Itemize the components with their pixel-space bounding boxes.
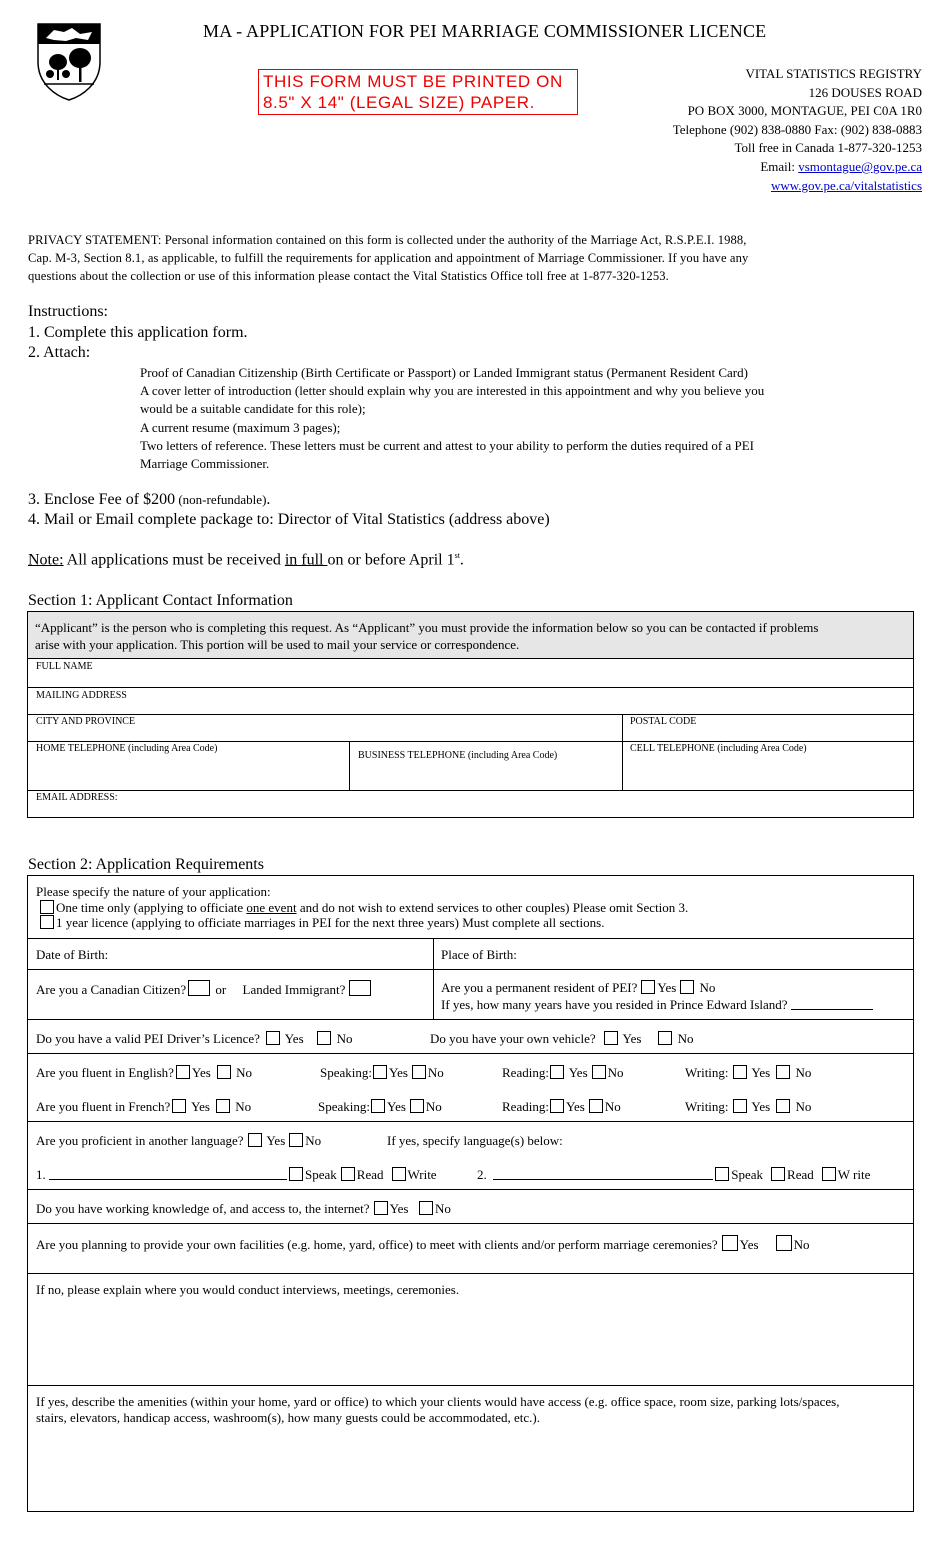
french-speaking-yes[interactable] xyxy=(371,1099,385,1113)
language-1-speak[interactable] xyxy=(289,1167,303,1181)
internet-yes-checkbox[interactable] xyxy=(374,1201,388,1215)
language-1-read[interactable] xyxy=(341,1167,355,1181)
resident-no-checkbox[interactable] xyxy=(680,980,694,994)
resident-yes-checkbox[interactable] xyxy=(641,980,655,994)
registry-pobox: PO BOX 3000, MONTAGUE, PEI C0A 1R0 xyxy=(687,103,922,119)
attach-cover-letter-b: would be a suitable candidate for this role); xyxy=(140,401,366,417)
warning-line-2: 8.5" X 14" (LEGAL SIZE) PAPER. xyxy=(263,93,535,112)
english-speaking: Speaking: Yes No xyxy=(320,1065,444,1080)
section-1-table: “Applicant” is the person who is completing this request. As “Applicant” you must provide the information below so you can be contacted if problems arise with your application. This portion will be used to mail your service or correspondence. FULL NAME MAILING ADDRESS CITY AND PROVINCE POSTAL CODE HOME TELEPHONE (including Area Code) BUSINESS TELEPHONE (including Area Code) CELL TELEPHONE (including Area Code) EMAIL ADDRESS: xyxy=(27,611,914,818)
nature-question: Please specify the nature of your application: xyxy=(36,884,271,899)
instructions-heading: Instructions: xyxy=(28,303,108,320)
french-no-checkbox[interactable] xyxy=(216,1099,230,1113)
one-time-checkbox[interactable] xyxy=(40,900,54,914)
landed-immigrant-checkbox[interactable] xyxy=(349,980,371,996)
citizenship-row: Are you a Canadian Citizen? or Landed Immigrant? xyxy=(36,980,373,998)
french-reading: Reading: Yes No xyxy=(502,1099,621,1114)
internet-row: Do you have working knowledge of, and access to, the internet? Yes No xyxy=(36,1201,451,1216)
english-writing-yes[interactable] xyxy=(733,1065,747,1079)
language-1-row: 1. Speak Read Write xyxy=(36,1167,437,1182)
option-one-year: 1 year licence (applying to officiate marriages in PEI for the next three years) Must complete all sections. xyxy=(36,915,604,931)
language-2-read[interactable] xyxy=(771,1167,785,1181)
full-name-field[interactable]: FULL NAME xyxy=(36,661,93,672)
english-reading-no[interactable] xyxy=(592,1065,606,1079)
english-writing-no[interactable] xyxy=(776,1065,790,1079)
form-title: MA - APPLICATION FOR PEI MARRIAGE COMMISSIONER LICENCE xyxy=(203,21,767,41)
attachments-list xyxy=(140,364,764,473)
language-2-input[interactable] xyxy=(493,1167,713,1180)
english-writing: Writing: Yes No xyxy=(685,1065,812,1080)
attach-cover-letter-a: A cover letter of introduction (letter should explain why you are interested in this appointment and why you believe you xyxy=(140,383,765,399)
website-link[interactable]: www.gov.pe.ca/vitalstatistics xyxy=(770,177,922,193)
french-speaking-no[interactable] xyxy=(410,1099,424,1113)
english-reading: Reading: Yes No xyxy=(502,1065,624,1080)
french-reading-yes[interactable] xyxy=(550,1099,564,1113)
postal-code-field[interactable]: POSTAL CODE xyxy=(630,716,697,727)
english-yes-checkbox[interactable] xyxy=(176,1065,190,1079)
deadline-note: Note: All applications must be received in full on or before April 1st. xyxy=(28,551,464,569)
section-1-title: Section 1: Applicant Contact Information xyxy=(28,592,293,609)
language-2-row: 2. Speak Read W rite xyxy=(477,1167,871,1182)
english-no-checkbox[interactable] xyxy=(217,1065,231,1079)
licence-yes-checkbox[interactable] xyxy=(266,1031,280,1045)
amenities-line-2: stairs, elevators, handicap access, washroom(s), how many guests could be accommodated, etc.). xyxy=(36,1410,540,1425)
french-reading-no[interactable] xyxy=(589,1099,603,1113)
home-telephone-field[interactable]: HOME TELEPHONE (including Area Code) xyxy=(36,743,218,754)
resident-row: Are you a permanent resident of PEI? Yes No xyxy=(441,980,716,995)
email-label: Email: xyxy=(760,158,799,174)
facilities-row: Are you planning to provide your own facilities (e.g. home, yard, office) to meet with clients and/or perform marriage ceremonies? Yes No xyxy=(36,1237,810,1252)
licence-no-checkbox[interactable] xyxy=(317,1031,331,1045)
internet-no-checkbox[interactable] xyxy=(419,1201,433,1215)
explain-location-field[interactable]: If no, please explain where you would conduct interviews, meetings, ceremonies. xyxy=(36,1282,460,1297)
instruction-step-2: 2. Attach: xyxy=(28,344,91,361)
registry-tollfree: Toll free in Canada 1-877-320-1253 xyxy=(734,140,922,156)
privacy-line-1: PRIVACY STATEMENT: Personal information contained on this form is collected under the authority of the Marriage Act, R.S.P.E.I. 1988, xyxy=(28,233,747,247)
french-speaking: Speaking: Yes No xyxy=(318,1099,442,1114)
attach-references-b: Marriage Commissioner. xyxy=(140,456,270,472)
english-speaking-yes[interactable] xyxy=(373,1065,387,1079)
registry-phone: Telephone (902) 838-0880 Fax: (902) 838-0883 xyxy=(672,121,922,137)
option-one-time: One time only (applying to officiate one event and do not wish to extend services to other couples) Please omit Section 3. xyxy=(36,900,688,916)
facilities-no-checkbox[interactable] xyxy=(776,1235,792,1251)
years-resided-row: If yes, how many years have you resided in Prince Edward Island? xyxy=(441,997,873,1013)
registry-email-row xyxy=(673,158,922,177)
attach-resume: A current resume (maximum 3 pages); xyxy=(140,419,341,435)
instruction-step-1: 1. Complete this application form. xyxy=(28,324,248,341)
section-2-title: Section 2: Application Requirements xyxy=(28,856,264,873)
french-row: Are you fluent in French? Yes No xyxy=(36,1099,252,1114)
privacy-line-2: Cap. M-3, Section 8.1, as applicable, to fulfill the requirements for application and appointment of Marriage Commissioner. If you have any xyxy=(28,251,749,265)
vehicle-yes-checkbox[interactable] xyxy=(604,1031,618,1045)
fee-text: 3. Enclose Fee of $200 xyxy=(28,491,176,508)
fee-note: (non-refundable) xyxy=(175,492,267,507)
other-language-row: Are you proficient in another language? Yes No xyxy=(36,1133,322,1148)
warning-line-1: THIS FORM MUST BE PRINTED ON xyxy=(263,72,563,91)
english-row: Are you fluent in English? Yes No xyxy=(36,1065,252,1080)
legal-size-warning xyxy=(258,69,578,115)
date-of-birth-field[interactable]: Date of Birth: xyxy=(36,947,109,962)
french-writing: Writing: Yes No xyxy=(685,1099,812,1114)
one-year-checkbox[interactable] xyxy=(40,915,54,929)
vehicle-row: Do you have your own vehicle? Yes No xyxy=(430,1031,694,1046)
business-telephone-field[interactable]: BUSINESS TELEPHONE (including Area Code) xyxy=(358,750,558,761)
drivers-licence-row: Do you have a valid PEI Driver’s Licence? Yes No xyxy=(36,1031,353,1046)
place-of-birth-field[interactable]: Place of Birth: xyxy=(441,947,517,962)
language-1-write[interactable] xyxy=(392,1167,406,1181)
french-yes-checkbox[interactable] xyxy=(172,1099,186,1113)
years-resided-input[interactable] xyxy=(791,997,873,1010)
language-2-speak[interactable] xyxy=(715,1167,729,1181)
canadian-citizen-checkbox[interactable] xyxy=(188,980,210,996)
registry-address-block xyxy=(673,65,922,195)
french-writing-yes[interactable] xyxy=(733,1099,747,1113)
other-language-no-checkbox[interactable] xyxy=(289,1133,303,1147)
french-writing-no[interactable] xyxy=(776,1099,790,1113)
english-speaking-no[interactable] xyxy=(412,1065,426,1079)
instruction-step-3: 3. Enclose Fee of $200 (non-refundable). xyxy=(28,491,271,508)
attach-references-a: Two letters of reference. These letters must be current and attest to your ability to perform the duties required of a PEI xyxy=(140,437,754,453)
privacy-statement xyxy=(28,231,748,285)
registry-street: 126 DOUSES ROAD xyxy=(808,84,922,100)
mailing-address-field[interactable]: MAILING ADDRESS xyxy=(36,690,127,701)
note-label: Note: xyxy=(28,551,64,569)
facilities-yes-checkbox[interactable] xyxy=(722,1235,738,1251)
email-address-field[interactable]: EMAIL ADDRESS: xyxy=(36,792,118,803)
cell-telephone-field[interactable]: CELL TELEPHONE (including Area Code) xyxy=(630,743,807,754)
pei-coat-of-arms-logo xyxy=(36,22,102,102)
specify-language-label: If yes, specify language(s) below: xyxy=(387,1133,563,1148)
language-1-input[interactable] xyxy=(49,1167,287,1180)
section-2-table xyxy=(27,875,914,1512)
vehicle-no-checkbox[interactable] xyxy=(658,1031,672,1045)
registry-name: VITAL STATISTICS REGISTRY xyxy=(745,66,922,81)
amenities-line-1: If yes, describe the amenities (within your home, yard or office) to which your clients would have access (e.g. office space, room size, parking lots/spaces, xyxy=(36,1394,840,1409)
instruction-step-4: 4. Mail or Email complete package to: Director of Vital Statistics (address above) xyxy=(28,511,550,528)
city-province-field[interactable]: CITY AND PROVINCE xyxy=(36,716,136,727)
attach-citizenship: Proof of Canadian Citizenship (Birth Certificate or Passport) or Landed Immigrant status (Permanent Resident Card) xyxy=(140,365,748,380)
privacy-line-3: questions about the collection or use of this information please contact the Vital Statistics Office toll free at 1-877-320-1253. xyxy=(28,269,669,283)
english-reading-yes[interactable] xyxy=(550,1065,564,1079)
email-link[interactable]: vsmontague@gov.pe.ca xyxy=(798,158,922,174)
language-2-write[interactable] xyxy=(822,1167,836,1181)
other-language-yes-checkbox[interactable] xyxy=(248,1133,262,1147)
